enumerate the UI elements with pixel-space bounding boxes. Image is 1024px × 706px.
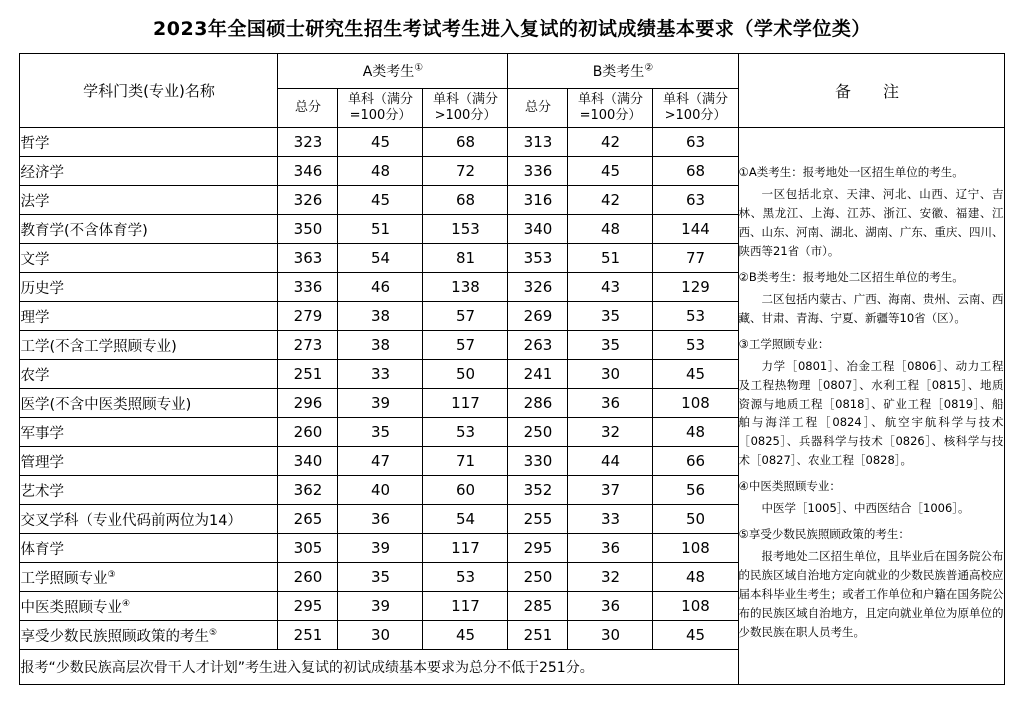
cell-a-100: 39: [338, 534, 423, 563]
subject-label: 管理学: [20, 454, 64, 471]
cell-b-100: 35: [568, 331, 653, 360]
header-b-single-100-l1: 单科（满分: [577, 91, 643, 107]
header-group-b: [508, 54, 738, 89]
subject-label: 享受少数民族照顾政策的考生: [20, 628, 209, 645]
subject-label: 工学照顾专业: [20, 570, 108, 587]
header-group-a-label: A类考生: [362, 64, 415, 80]
remark-1-title: ①A类考生：报考地处一区招生单位的考生。: [738, 164, 964, 179]
cell-b-over100: 50: [653, 505, 738, 534]
cell-subject: [20, 273, 278, 302]
cell-b-over100: 48: [653, 563, 738, 592]
remark-3-body: 力学［0801］、冶金工程［0806］、动力工程及工程热物理［0807］、水利工程［0815］、地质资源与地质工程［0818］、矿业工程［0819］、船舶与海洋工程［0824］、航空宇航科学与技术［0825］、兵器科学与技术［0826］、核科学与技术［0827］、农业工程［0828］。: [738, 358, 1004, 468]
subject-label: 文学: [20, 251, 50, 268]
cell-b-over100: 63: [653, 186, 738, 215]
cell-a-over100: 53: [423, 418, 508, 447]
cell-subject: [20, 621, 278, 650]
cell-b-total: 326: [508, 273, 568, 302]
cell-subject: [20, 244, 278, 273]
header-group-b-sup: ②: [644, 62, 654, 74]
cell-a-over100: 71: [423, 447, 508, 476]
header-group-b-label: B类考生: [592, 64, 645, 80]
cell-b-total: 263: [508, 331, 568, 360]
header-group-a: [278, 54, 508, 89]
remark-2-title: ②B类考生：报考地处二区招生单位的考生。: [738, 269, 964, 284]
header-b-single-over100-l1: 单科（满分: [662, 91, 728, 107]
cell-a-over100: 50: [423, 360, 508, 389]
cell-subject: [20, 331, 278, 360]
cell-a-total: 340: [278, 447, 338, 476]
table-row: [20, 128, 1004, 157]
cell-a-100: 30: [338, 621, 423, 650]
cell-a-100: 39: [338, 592, 423, 621]
cell-subject: [20, 389, 278, 418]
cell-a-over100: 54: [423, 505, 508, 534]
cell-a-total: 336: [278, 273, 338, 302]
cell-subject: [20, 360, 278, 389]
cell-b-over100: 48: [653, 418, 738, 447]
cell-subject: [20, 157, 278, 186]
cell-b-100: 43: [568, 273, 653, 302]
remark-5-body: 报考地处二区招生单位，且毕业后在国务院公布的民族区域自治地方定向就业的少数民族普通高校应届本科毕业生考生；或者工作单位和户籍在国务院公布的民族区域自治地方，且定向就业单位为原单位的少数民族在职人员考生。: [738, 549, 1004, 640]
header-b-single-100: [568, 89, 653, 128]
cell-b-total: 286: [508, 389, 568, 418]
cell-b-100: 44: [568, 447, 653, 476]
remark-2-body: 二区包括内蒙古、广西、海南、贵州、云南、西藏、甘肃、青海、宁夏、新疆等10省（区）。: [738, 291, 1004, 325]
cell-b-100: 51: [568, 244, 653, 273]
cell-a-over100: 57: [423, 302, 508, 331]
cell-b-over100: 77: [653, 244, 738, 273]
cell-b-100: 36: [568, 534, 653, 563]
cell-a-total: 260: [278, 418, 338, 447]
cell-b-100: 32: [568, 563, 653, 592]
cell-a-100: 35: [338, 563, 423, 592]
cell-b-over100: 144: [653, 215, 738, 244]
cell-b-100: 32: [568, 418, 653, 447]
cell-a-total: 279: [278, 302, 338, 331]
cell-a-total: 305: [278, 534, 338, 563]
cell-subject: [20, 592, 278, 621]
remark-4-body: 中医学［1005］、中西医结合［1006］。: [761, 501, 970, 516]
cell-b-total: 250: [508, 563, 568, 592]
cell-b-over100: 56: [653, 476, 738, 505]
page-title: 2023年全国硕士研究生招生考试考生进入复试的初试成绩基本要求（学术学位类）: [153, 18, 871, 40]
cell-b-100: 35: [568, 302, 653, 331]
cell-b-100: 36: [568, 389, 653, 418]
cell-b-total: 336: [508, 157, 568, 186]
cell-a-100: 48: [338, 157, 423, 186]
cell-b-total: 316: [508, 186, 568, 215]
cell-a-over100: 45: [423, 621, 508, 650]
cell-b-over100: 108: [653, 534, 738, 563]
subject-label: 艺术学: [20, 483, 64, 500]
table-header-row-1: [20, 54, 1004, 89]
cell-b-100: 30: [568, 360, 653, 389]
cell-b-total: 295: [508, 534, 568, 563]
header-a-single-100-l1: 单科（满分: [347, 91, 413, 107]
cell-b-100: 45: [568, 157, 653, 186]
cell-a-over100: 68: [423, 186, 508, 215]
remark-1-body: 一区包括北京、天津、河北、山西、辽宁、吉林、黑龙江、上海、江苏、浙江、安徽、福建、江西、山东、河南、湖北、湖南、广东、重庆、四川、陕西等21省（市）。: [738, 186, 1004, 258]
cell-a-over100: 153: [423, 215, 508, 244]
cell-subject: [20, 128, 278, 157]
remarks-cell: [738, 128, 1004, 685]
cell-a-100: 33: [338, 360, 423, 389]
remark-5-title: ⑤享受少数民族照顾政策的考生：: [738, 527, 910, 542]
header-b-single-over100: [653, 89, 738, 128]
cell-b-total: 241: [508, 360, 568, 389]
cell-a-100: 51: [338, 215, 423, 244]
header-remarks: 备 注: [738, 54, 1004, 128]
remark-3-title: ③工学照顾专业：: [738, 336, 830, 351]
cell-b-over100: 63: [653, 128, 738, 157]
cell-b-over100: 108: [653, 389, 738, 418]
cell-b-total: 250: [508, 418, 568, 447]
score-requirements-table: [19, 53, 1004, 685]
cell-b-total: 352: [508, 476, 568, 505]
cell-a-total: 363: [278, 244, 338, 273]
subject-label: 法学: [20, 193, 50, 210]
cell-a-over100: 68: [423, 128, 508, 157]
cell-a-over100: 60: [423, 476, 508, 505]
subject-label: 农学: [20, 367, 50, 384]
cell-subject: [20, 476, 278, 505]
cell-a-100: 38: [338, 302, 423, 331]
cell-a-total: 265: [278, 505, 338, 534]
subject-label: 工学(不含工学照顾专业): [20, 338, 177, 355]
cell-subject: [20, 215, 278, 244]
header-a-single-100-l2: =100分）: [349, 108, 412, 123]
cell-b-over100: 108: [653, 592, 738, 621]
cell-b-over100: 129: [653, 273, 738, 302]
header-a-single-over100-l1: 单科（满分: [432, 91, 498, 107]
cell-a-over100: 117: [423, 389, 508, 418]
cell-b-100: 42: [568, 186, 653, 215]
header-a-single-over100-l2: >100分）: [434, 108, 497, 123]
cell-b-100: 42: [568, 128, 653, 157]
cell-subject: [20, 302, 278, 331]
cell-b-100: 48: [568, 215, 653, 244]
cell-a-total: 251: [278, 621, 338, 650]
cell-subject: [20, 505, 278, 534]
subject-sup: ③: [107, 569, 116, 580]
cell-b-total: 285: [508, 592, 568, 621]
cell-a-total: 296: [278, 389, 338, 418]
subject-label: 理学: [20, 309, 50, 326]
cell-a-100: 36: [338, 505, 423, 534]
header-a-single-100: [338, 89, 423, 128]
cell-a-100: 39: [338, 389, 423, 418]
subject-label: 军事学: [20, 425, 64, 442]
footer-note: 报考“少数民族高层次骨干人才计划”考生进入复试的初试成绩基本要求为总分不低于251分。: [20, 650, 738, 685]
cell-subject: [20, 186, 278, 215]
cell-a-100: 46: [338, 273, 423, 302]
cell-subject: [20, 418, 278, 447]
cell-b-total: 353: [508, 244, 568, 273]
cell-b-over100: 45: [653, 621, 738, 650]
subject-label: 教育学(不含体育学): [20, 222, 148, 239]
cell-b-over100: 53: [653, 302, 738, 331]
cell-subject: [20, 534, 278, 563]
subject-sup: ④: [121, 598, 131, 609]
header-b-single-100-l2: =100分）: [579, 108, 642, 123]
header-a-single-over100: [423, 89, 508, 128]
cell-a-over100: 81: [423, 244, 508, 273]
subject-label: 哲学: [20, 135, 50, 152]
cell-a-100: 35: [338, 418, 423, 447]
subject-label: 经济学: [20, 164, 64, 181]
cell-b-total: 255: [508, 505, 568, 534]
cell-a-over100: 57: [423, 331, 508, 360]
cell-a-total: 326: [278, 186, 338, 215]
cell-b-100: 33: [568, 505, 653, 534]
cell-a-100: 45: [338, 186, 423, 215]
cell-a-100: 45: [338, 128, 423, 157]
header-group-a-sup: ①: [414, 62, 424, 74]
cell-subject: [20, 563, 278, 592]
cell-b-100: 36: [568, 592, 653, 621]
subject-label: 历史学: [20, 280, 64, 297]
header-b-total: 总分: [508, 89, 568, 128]
header-a-total: 总分: [278, 89, 338, 128]
cell-a-total: 362: [278, 476, 338, 505]
cell-b-over100: 45: [653, 360, 738, 389]
subject-label: 医学(不含中医类照顾专业): [20, 396, 192, 413]
cell-subject: [20, 447, 278, 476]
cell-b-100: 37: [568, 476, 653, 505]
cell-a-100: 54: [338, 244, 423, 273]
cell-a-total: 346: [278, 157, 338, 186]
cell-a-total: 350: [278, 215, 338, 244]
header-b-single-over100-l2: >100分）: [664, 108, 727, 123]
cell-a-total: 251: [278, 360, 338, 389]
cell-b-over100: 68: [653, 157, 738, 186]
cell-a-100: 40: [338, 476, 423, 505]
cell-a-100: 38: [338, 331, 423, 360]
subject-label: 交叉学科（专业代码前两位为14）: [20, 512, 242, 529]
subject-label: 体育学: [20, 541, 64, 558]
cell-a-total: 295: [278, 592, 338, 621]
cell-b-total: 340: [508, 215, 568, 244]
remark-4-title: ④中医类照顾专业：: [738, 479, 841, 494]
cell-a-over100: 138: [423, 273, 508, 302]
cell-a-total: 323: [278, 128, 338, 157]
cell-b-total: 330: [508, 447, 568, 476]
cell-b-over100: 53: [653, 331, 738, 360]
cell-b-total: 251: [508, 621, 568, 650]
cell-a-over100: 72: [423, 157, 508, 186]
cell-b-total: 269: [508, 302, 568, 331]
cell-b-total: 313: [508, 128, 568, 157]
cell-a-total: 260: [278, 563, 338, 592]
cell-a-over100: 53: [423, 563, 508, 592]
cell-b-over100: 66: [653, 447, 738, 476]
cell-a-over100: 117: [423, 592, 508, 621]
cell-a-over100: 117: [423, 534, 508, 563]
subject-label: 中医类照顾专业: [20, 599, 122, 616]
subject-sup: ⑤: [208, 627, 218, 638]
header-subject: 学科门类(专业)名称: [20, 54, 278, 128]
cell-b-100: 30: [568, 621, 653, 650]
cell-a-100: 47: [338, 447, 423, 476]
cell-a-total: 273: [278, 331, 338, 360]
